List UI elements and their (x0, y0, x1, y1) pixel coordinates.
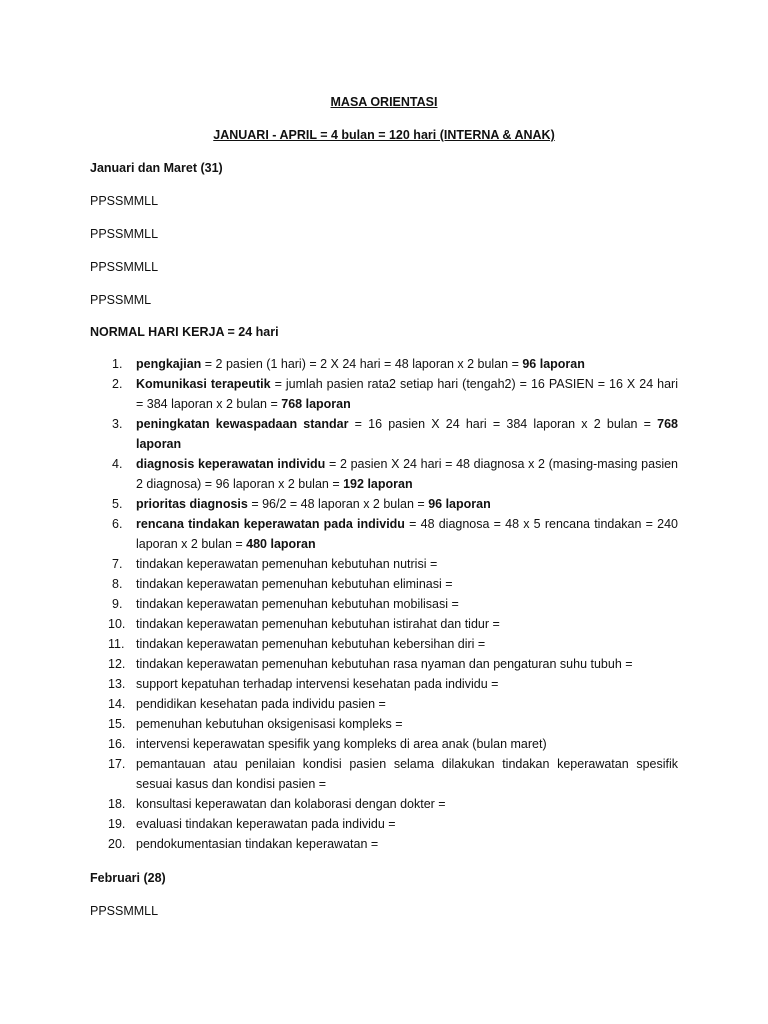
list-item-number: 8. (112, 577, 123, 591)
list-item-text: = jumlah pasien rata2 setiap hari (tengah2) = 16 PASIEN = 16 X 24 hari = 384 laporan x 2 bulan = (136, 377, 678, 411)
list-item-term: diagnosis keperawatan individu (136, 457, 326, 471)
list-item-text: konsultasi keperawatan dan kolaborasi dengan dokter = (136, 797, 446, 811)
list-item-text: evaluasi tindakan keperawatan pada individu = (136, 817, 396, 831)
list-item-text: tindakan keperawatan pemenuhan kebutuhan eliminasi = (136, 577, 453, 591)
list-item-number: 13. (108, 677, 126, 691)
list-item-number: 2. (112, 377, 123, 391)
list-item (90, 494, 678, 514)
list-item-number: 19. (108, 817, 126, 831)
list-item-text: intervensi keperawatan spesifik yang kompleks di area anak (bulan maret) (136, 737, 547, 751)
list-item-text: = 2 pasien (1 hari) = 2 X 24 hari = 48 laporan x 2 bulan = (201, 357, 523, 371)
list-item-number: 11. (108, 637, 125, 651)
document-title: MASA ORIENTASI (330, 95, 438, 109)
list-item (90, 514, 678, 554)
list-item-text: support kepatuhan terhadap intervensi kesehatan pada individu = (136, 677, 499, 691)
list-item-number: 6. (112, 517, 123, 531)
list-item (90, 554, 678, 574)
list-item-number: 14. (108, 697, 126, 711)
list-item (90, 694, 678, 714)
list-item-text: = 48 diagnosa = 48 x 5 rencana tindakan = 240 laporan x 2 bulan = (136, 517, 678, 551)
list-item-text: tindakan keperawatan pemenuhan kebutuhan nutrisi = (136, 557, 438, 571)
list-item-text: tindakan keperawatan pemenuhan kebutuhan mobilisasi = (136, 597, 459, 611)
list-item-number: 3. (112, 417, 123, 431)
list-item-text: tindakan keperawatan pemenuhan kebutuhan istirahat dan tidur = (136, 617, 500, 631)
list-item-number: 5. (112, 497, 123, 511)
document-subtitle: JANUARI - APRIL = 4 bulan = 120 hari (INTERNA & ANAK) (213, 128, 555, 142)
list-item (90, 354, 678, 374)
list-item (90, 414, 678, 454)
schedule-line: PPSSMMLL (90, 194, 159, 208)
list-item-term: prioritas diagnosis (136, 497, 248, 511)
list-item (90, 674, 678, 694)
list-item (90, 654, 678, 674)
list-item-number: 15. (108, 717, 126, 731)
list-item-term: Komunikasi terapeutik (136, 377, 271, 391)
list-item (90, 454, 678, 494)
list-item-text: = 96/2 = 48 laporan x 2 bulan = (247, 497, 429, 511)
list-item-result: 96 laporan (428, 497, 491, 511)
list-item (90, 834, 678, 854)
list-item (90, 714, 678, 734)
list-item-number: 12. (108, 657, 126, 671)
list-item-text: pemenuhan kebutuhan oksigenisasi kompleks = (136, 717, 403, 731)
section-heading-januari-maret: Januari dan Maret (31) (90, 161, 223, 175)
list-item-result: 480 laporan (246, 537, 316, 551)
list-item-term: pengkajian (136, 357, 202, 371)
list-item-text: pemantauan atau penilaian kondisi pasien selama dilakukan tindakan keperawatan spesifik sesuai kasus dan kondisi pasien = (136, 757, 678, 791)
list-item-number: 16. (108, 737, 126, 751)
list-item (90, 814, 678, 834)
list-item-term: peningkatan kewaspadaan standar (136, 417, 349, 431)
list-item-number: 1. (112, 357, 123, 371)
list-item-result: 96 laporan (522, 357, 585, 371)
list-item-number: 20. (108, 837, 126, 851)
list-item-number: 10. (108, 617, 126, 631)
list-item-text: = 2 pasien X 24 hari = 48 diagnosa x 2 (masing-masing pasien 2 diagnosa) = 96 laporan x 2 bulan = (136, 457, 679, 491)
section-heading-februari: Februari (28) (90, 871, 166, 885)
list-item (90, 634, 678, 654)
list-item-text: tindakan keperawatan pemenuhan kebutuhan kebersihan diri = (136, 637, 486, 651)
list-item-result: 768 laporan (281, 397, 351, 411)
activity-list (90, 354, 678, 854)
schedule-line: PPSSMMLL (90, 227, 159, 241)
list-item-number: 9. (112, 597, 123, 611)
list-item-number: 17. (108, 757, 126, 771)
list-item-result: 192 laporan (343, 477, 413, 491)
list-item (90, 594, 678, 614)
list-item-text: = 16 pasien X 24 hari = 384 laporan x 2 bulan = (348, 417, 658, 431)
list-item (90, 614, 678, 634)
list-item (90, 754, 678, 794)
list-item-text: pendidikan kesehatan pada individu pasien = (136, 697, 386, 711)
list-item (90, 574, 678, 594)
list-item (90, 734, 678, 754)
normal-work-days: NORMAL HARI KERJA = 24 hari (90, 325, 279, 339)
list-item (90, 794, 678, 814)
list-item-text: tindakan keperawatan pemenuhan kebutuhan rasa nyaman dan pengaturan suhu tubuh = (136, 657, 633, 671)
list-item-number: 4. (112, 457, 123, 471)
list-item-term: rencana tindakan keperawatan pada individu (136, 517, 405, 531)
list-item (90, 374, 678, 414)
schedule-line: PPSSMML (90, 293, 152, 307)
schedule-line: PPSSMMLL (90, 260, 159, 274)
list-item-text: pendokumentasian tindakan keperawatan = (136, 837, 379, 851)
list-item-result: 768 laporan (136, 417, 679, 451)
list-item-number: 18. (108, 797, 126, 811)
schedule-line: PPSSMMLL (90, 904, 159, 918)
list-item-number: 7. (112, 557, 123, 571)
